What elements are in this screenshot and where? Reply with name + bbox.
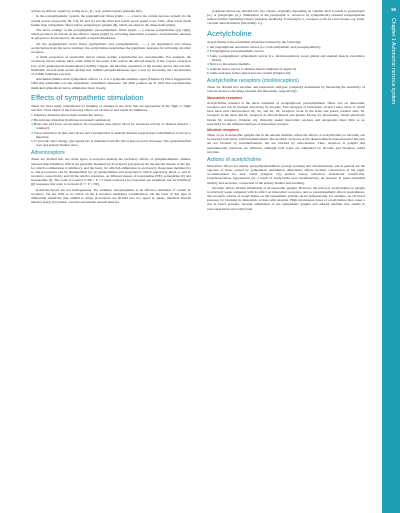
list-number: 3: [31, 122, 33, 127]
list-text: Vasoconstriction in skin and viscera and vasodilatation in skeletal muscles (appropriate redistribution of blood to muscles).: [33, 130, 191, 139]
list-item: [207, 71, 365, 75]
section-heading-effects: Effects of sympathetic stimulation: [31, 92, 144, 102]
minor-heading-nicotinic: Nicotinic receptors: [207, 128, 239, 133]
effects-list: [31, 113, 191, 147]
right-column: [207, 9, 365, 212]
list-item: [207, 54, 365, 62]
list-text: Somatic motor nerves to skeletal muscle endplates (Chapter 6).: [209, 66, 297, 71]
list-text: To provide extra energy, glycogenolysis is stimulated and the blood glucose level increases. The gastrointestinal tract and urinary bladder relax.: [33, 139, 191, 148]
list-number: 5: [207, 66, 209, 71]
paragraph: In the parasympathetic system, the preganglionic fibres (right, ——) leave the central nervous system via the cranial nerves (especially III, VII, IX and X) and the third and fourth sacral spinal roots. They often travel much further than sympathetic fibres before synapsing in ganglia (●), which are often in the tissue itself (right).: [31, 14, 191, 27]
list-item: [31, 139, 191, 147]
paragraph: actions on effector organs by acting on α-, β₁- or β₂-adrenoceptors (extreme left).: [31, 9, 143, 13]
list-number: 2: [207, 49, 209, 54]
subsection-heading-cholinoceptors: Acetylcholine receptors (cholinoceptors): [207, 78, 299, 85]
paragraph: The nerve endings of the postganglionic parasympathetic fibres (right, ----) release acetylcholine (top right), which produces its actions on the effector organs (right) by activating muscarinic receptors. Acetylcholine released at synapses is inactivated by the enzyme acetylcholinesterase.: [31, 28, 191, 41]
minor-heading-muscarinic: Muscarinic receptors: [207, 96, 243, 100]
list-text: Postganglionic parasympathetic nerves.: [209, 49, 265, 54]
paragraph: These are divided into two main types: α-receptors mediate the excitatory effects of sympathomimetic amines, whereas their inhibitory effects are generally mediated by β-receptors (exceptions are the smooth muscle of the gut, for which α-stimulation is inhibitory, and the heart, for which β-stimulation is excitatory). Responses mediated by α- and β-receptors can be distinguished by: (i) phentolamine and propranolol, which selectively block α- and β-receptors, respectively; and (ii) the relative potencies, on different tissues, of isoprenaline (NE), epinephrine (E) and isoprenaline (I). The order of potency is NE > E > I when excitatory (α) responses are examined, but for inhibitory (β) responses this order is reversed (I >> E > NE).: [31, 157, 191, 187]
list-text: Some neurones in the central nervous system (Chapter 22).: [209, 71, 292, 76]
list-number: 3: [207, 53, 209, 58]
list-item: [31, 131, 191, 139]
list-number: 2: [31, 117, 33, 122]
list-text: Nerve to the adrenal medulla.: [209, 62, 251, 67]
list-number: 4: [31, 130, 33, 135]
paragraph: These are divided into nicotinic and muscarinic subtypes (originally determined by measuring the sensitivity of various tissues to the drugs nicotine and muscarine, respectively).: [207, 85, 365, 94]
chapter-side-tab: [382, 0, 400, 513]
list-number: 4: [207, 62, 209, 67]
list-item: [31, 122, 191, 130]
paragraph: These are most easily remembered by thinking of changes in the body that are appropriate in the 'fight or flight reaction'. Note which of the following effects are excitatory and which are inhibitory.: [31, 103, 191, 112]
subsection-heading-actions: Actions of acetylcholine: [207, 156, 262, 163]
paragraph: Nicotinic effects include stimulation of all autonomic ganglia. However, the action of acetylcholine on ganglia is relatively weak compared with its effect on muscarinic receptors, and so parasympathetic effects predominate. The nicotinic actions of acetylcholine on the sympathetic system can be demonstrated, for example, on cat blood pressure, by blocking its muscarinic actions with atropine. High intravenous doses of acetylcholine then cause a rise in blood pressure, because stimulation of the sympathetic ganglia and adrenal medulla now results in vasoconstriction and tachycardia.: [207, 185, 365, 211]
paragraph: These occur in autonomic ganglia and in the adrenal medulla, where the effects of acetylcholine (or nicotine) can be blocked selectively with hexamethonium. The nicotinic receptors at the skeletal muscle neuromuscular junction are not blocked by hexamethonium, but are blocked by tubocurarine. Thus, receptors at ganglia and neuromuscular junctions are different, although both types are stimulated by nicotine and therefore called nicotinic.: [207, 133, 365, 154]
list-number: 1: [207, 44, 209, 49]
paragraph: Acetylcholine is the transmitter substance released by the following:: [207, 39, 302, 44]
page-number: 15: [390, 7, 396, 12]
list-number: 6: [207, 71, 209, 76]
paragraph: Adrenaline mimics most sympathetic effects, i.e. it is a sympatho-mimetic agent (Chapter 9). Elliot suggested in 1904 that adrenaline was the sympathetic transmitter substance, but Dale pointed out in 1910 that noradrenaline mimicked sympathetic nerve stimulation more closely.: [31, 77, 191, 90]
acetylcholine-list: [207, 45, 365, 75]
list-text: All preganglionic autonomic nerves (i.e. both sympathetic and parasympathetic).: [209, 44, 322, 49]
list-text: Some postganglionic sympathetic nerves (i.e. thermoregulatory sweat glands and skeletal muscle vasodilator fibres).: [209, 53, 365, 62]
paragraph: All the preganglionic nerve fibres (sympathetic and parasympathetic, ——) are myelinated and release acetylcholine from the nerve terminal; the acetylcholine depolarizes the ganglionic neurones by activating nicotinic receptors.: [31, 41, 191, 54]
list-text: Bronchiolar dilatation (facilitates increased ventilation).: [33, 117, 111, 122]
paragraph: β-Adrenoceptors are not homogeneous. For example, norepinephrine is an effective stimulant of cardiac β-receptors, but has little or no action on the β receptors mediating vasodilatation. On the basis of this type of differential sensitivity they exhibit to drugs, β-receptors are divided into two types: β₁ (heart, intestinal smooth muscle) and β₂ (bronchial, vascular and uterine smooth muscle).: [31, 187, 191, 205]
section-heading-acetylcholine: Acetylcholine: [207, 28, 252, 38]
list-number: 5: [31, 139, 33, 144]
subsection-heading-adrenoceptors: Adrenoceptors: [31, 150, 65, 157]
left-column: [31, 9, 191, 206]
list-text: Pupillary dilatation (more light reaches the retina).: [33, 113, 104, 118]
list-text: Heart rate and force are increased; blood pressure rises (more blood for increased activity of skeletal muscles – running!).: [33, 122, 191, 131]
chapter-label: Chapter 1 Autonomic nervous system: [390, 18, 396, 105]
list-number: 1: [31, 113, 33, 118]
paragraph: A small proportion of autonomic nerves release neither acetylcholine nor noradrenaline. For example, the cavernous nerves release nitric oxide (NO) in the penis. This relaxes the smooth muscle of the corpora cavernosa (via cyclic guanosine monophosphate [cGMP], Chapter 16) allowing expansion of the lacunar spaces and erection. Sildenafil, used in male sexual dysfunction, inhibits phosphodiesterase type 5 and, by increasing the concentration of cGMP, facilitates erection.: [31, 55, 191, 76]
paragraph: Muscarinic effects are mainly parasympathomimetic (except sweating and vasodilatation), and in general are the opposite of those caused by sympathetic stimulation. Muscarinic effects include: constriction of the pupil, accommodation for near vision (Chapter 10), profuse watery salivation, bronchiolar constriction, bronchosecretion, hypotension (as a result of bradycardia and vasodilatation), an increase in gastro-intestinal motility and secretion, contraction of the urinary bladder and sweating.: [207, 163, 365, 185]
paragraph: α-Adrenoceptors are divided into two classes, originally depending on whether their location is postsynaptic (α₁) or presynaptic (α₂). Stimulation of the presynaptic α₂ receptors by sympathically released norepinephrine reduces further transmitter release (negative feedback). Postsynaptic α₂ receptors occur in a few tissues, e.g. brain, vascular smooth muscle (but mainly α₁).: [207, 9, 365, 26]
paragraph: Acetylcholine released at the nerve terminals of postganglionic parasympathetic fibres acts on muscarinic receptors and can be blocked selectively by atropine. Five subtypes of muscarinic receptor exist, three of which have been well characterized: M₁, M₂ and M₃. M₁ receptors occur in the brain and gastric parietal cells, M₂ receptors in the heart and M₃ receptors in smooth muscle and glands. Except for pirenzepine, which selectively blocks M₁ receptors (Chapter 12), clinically useful muscarinic agonists and antagonists show little or no selectivity for the different subtypes of muscarinic receptor.: [207, 100, 365, 126]
